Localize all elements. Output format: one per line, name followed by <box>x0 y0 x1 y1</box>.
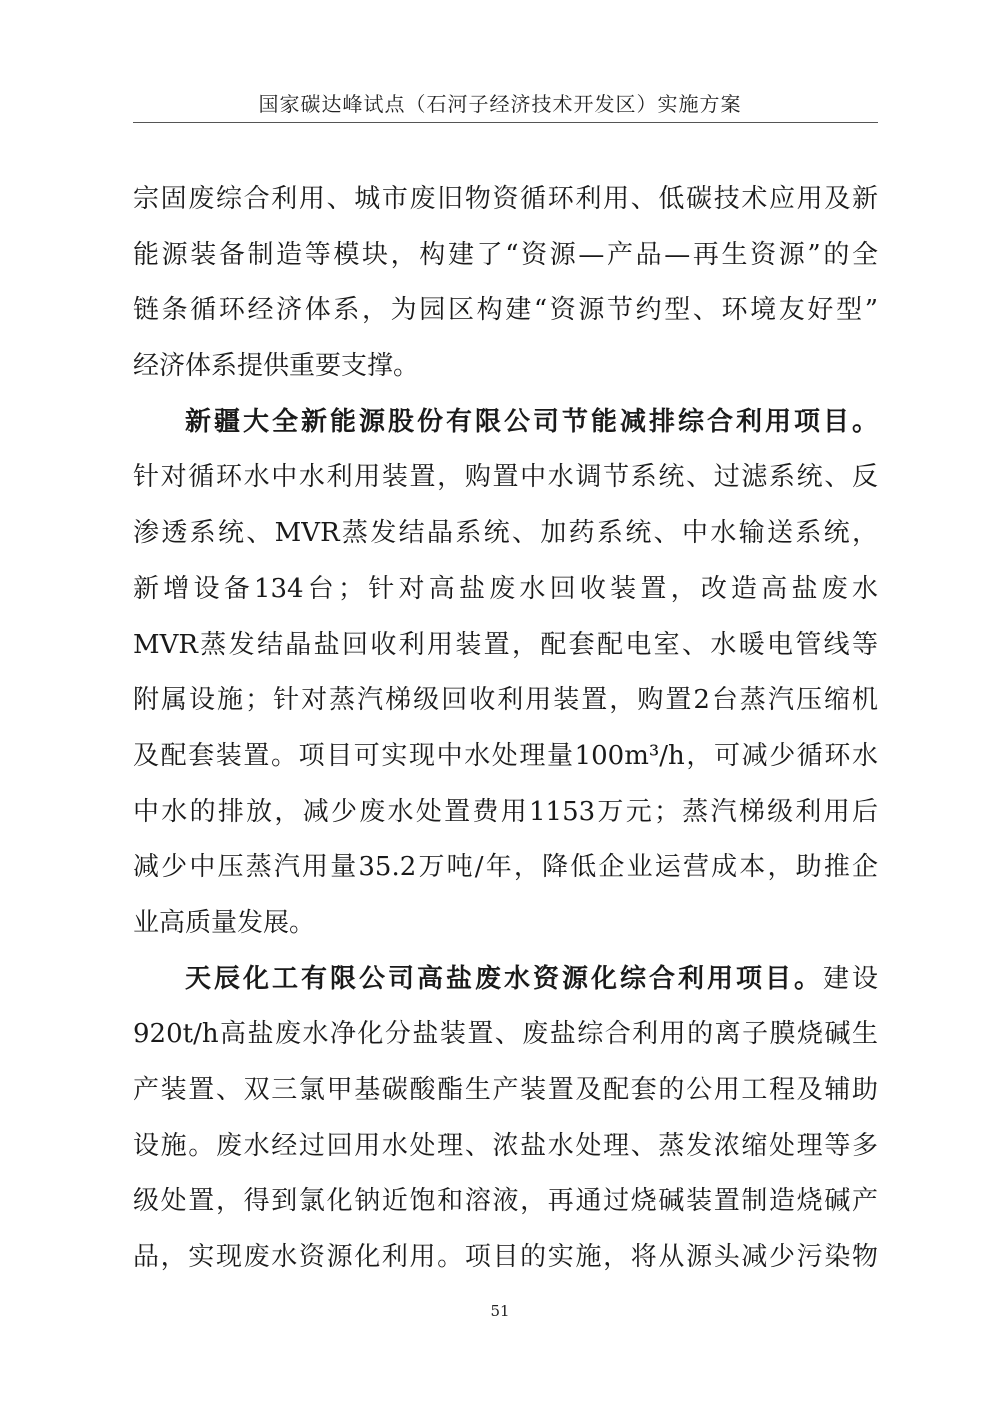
text-span: 能源装备制造等模块，构建了“资源—产品—再生资源”的全 <box>133 239 878 270</box>
text-span: 品，实现废水资源化利用。项目的实施，将从源头减少污染物 <box>133 1242 878 1273</box>
text-line <box>133 395 878 451</box>
text-span: 及配套装置。项目可实现中水处理量100m³/h，可减少循环水 <box>133 740 878 771</box>
header-divider <box>133 122 878 123</box>
text-line <box>133 506 878 562</box>
text-line <box>133 228 878 284</box>
text-span: 附属设施；针对蒸汽梯级回收利用装置，购置2台蒸汽压缩机 <box>133 685 878 716</box>
text-line <box>133 1230 878 1286</box>
text-span: 920t/h高盐废水净化分盐装置、废盐综合利用的离子膜烧碱生 <box>133 1019 878 1050</box>
text-line <box>133 172 878 228</box>
text-span: 级处置，得到氯化钠近饱和溶液，再通过烧碱装置制造烧碱产 <box>133 1186 878 1217</box>
text-span: 中水的排放，减少废水处置费用1153万元；蒸汽梯级利用后 <box>133 796 878 827</box>
project-title: 新疆大全新能源股份有限公司节能减排综合利用项目。 <box>185 406 878 437</box>
text-span: 链条循环经济体系，为园区构建“资源节约型、环境友好型” <box>133 295 878 326</box>
text-line <box>133 673 878 729</box>
text-line <box>133 952 878 1008</box>
text-span: 建设 <box>822 963 878 994</box>
text-line <box>133 1063 878 1119</box>
text-span: 业高质量发展。 <box>133 907 316 938</box>
text-span: MVR蒸发结晶盐回收利用装置，配套配电室、水暖电管线等 <box>133 629 878 660</box>
text-line <box>133 339 878 395</box>
text-line <box>133 896 878 952</box>
text-line <box>133 785 878 841</box>
text-line <box>133 618 878 674</box>
text-span: 针对循环水中水利用装置，购置中水调节系统、过滤系统、反 <box>133 462 878 493</box>
text-span: 经济体系提供重要支撑。 <box>133 351 420 382</box>
text-line <box>133 1007 878 1063</box>
text-line <box>133 729 878 785</box>
text-line <box>133 1174 878 1230</box>
text-line <box>133 283 878 339</box>
text-span: 新增设备134台；针对高盐废水回收装置，改造高盐废水 <box>133 573 878 604</box>
text-line <box>133 840 878 896</box>
text-span: 设施。废水经过回用水处理、浓盐水处理、蒸发浓缩处理等多 <box>133 1130 878 1161</box>
text-span: 渗透系统、MVR蒸发结晶系统、加药系统、中水输送系统， <box>133 518 878 549</box>
page-header: 国家碳达峰试点（石河子经济技术开发区）实施方案 <box>258 92 742 116</box>
text-line <box>133 562 878 618</box>
text-span: 产装置、双三氯甲基碳酸酯生产装置及配套的公用工程及辅助 <box>133 1075 878 1105</box>
text-span: 宗固废综合利用、城市废旧物资循环利用、低碳技术应用及新 <box>133 184 878 214</box>
body-text <box>133 172 878 1286</box>
text-line <box>133 450 878 506</box>
project-title: 天辰化工有限公司高盐废水资源化综合利用项目。 <box>185 963 823 994</box>
text-span: 减少中压蒸汽用量35.2万吨/年，降低企业运营成本，助推企 <box>133 852 878 883</box>
page-number: 51 <box>490 1302 510 1320</box>
text-line <box>133 1119 878 1175</box>
